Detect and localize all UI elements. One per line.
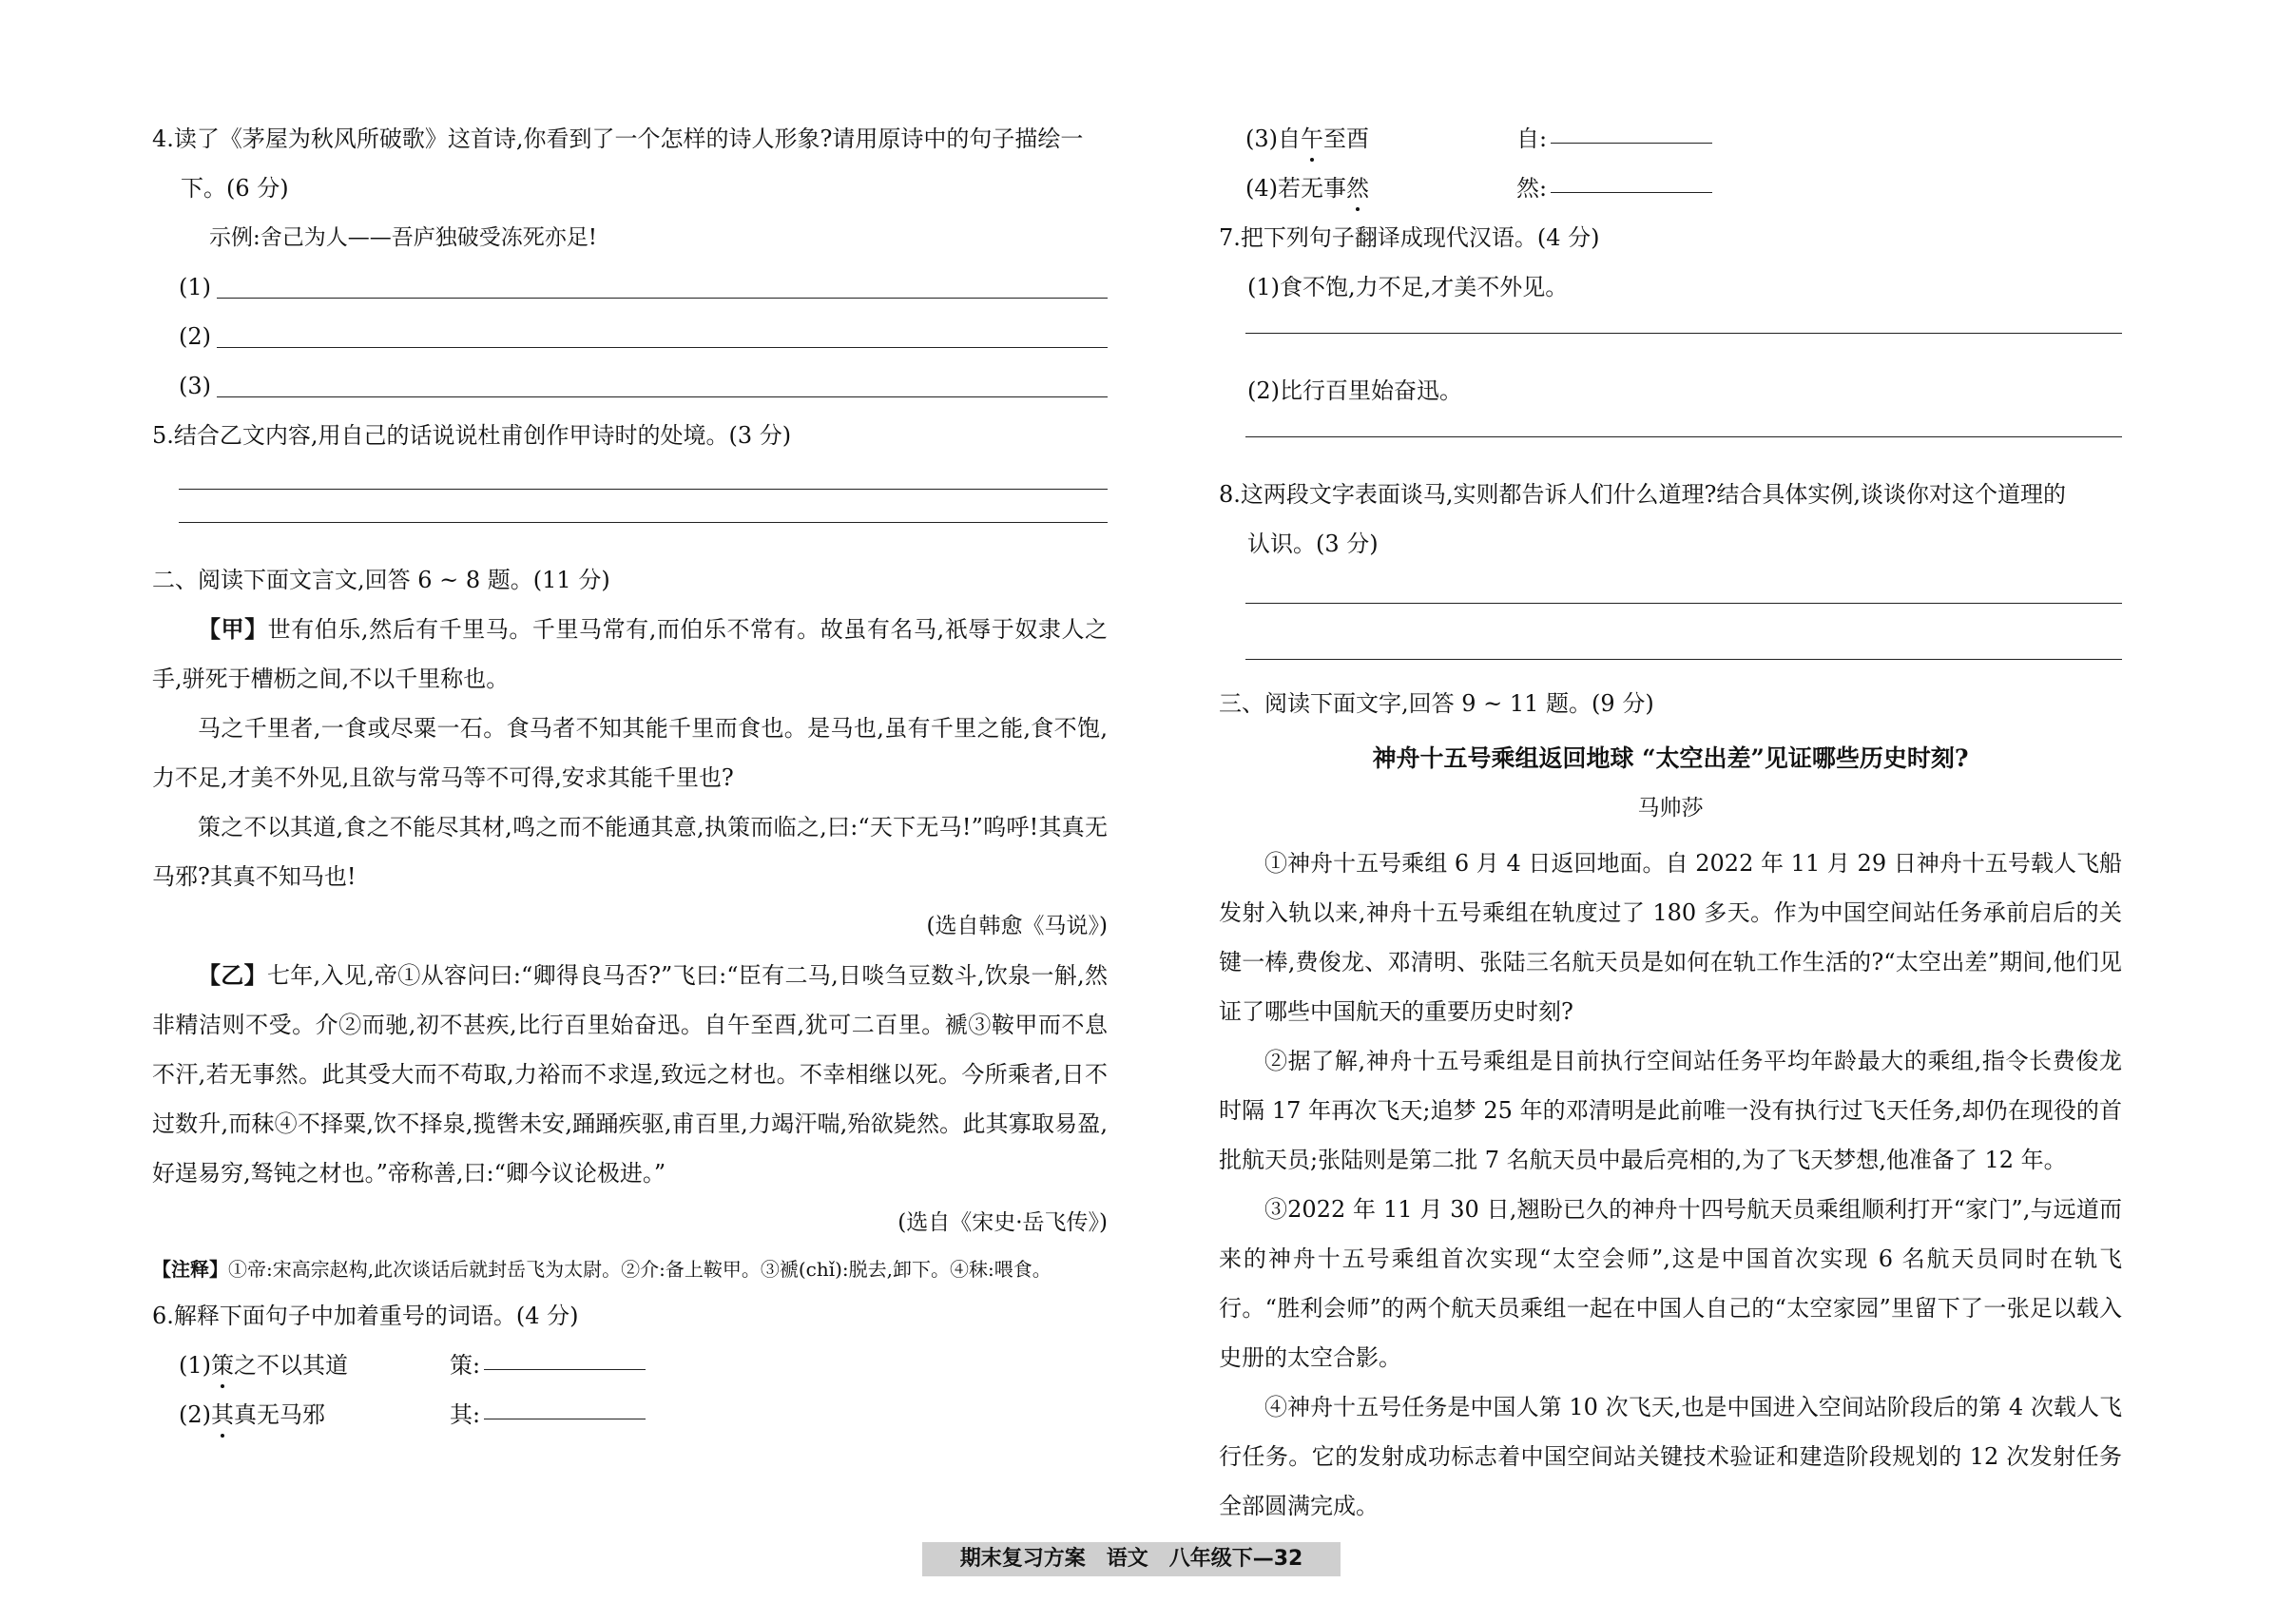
yi-label: 【乙】 — [198, 961, 267, 989]
jia-label: 【甲】 — [198, 615, 268, 643]
section3-heading: 三、阅读下面文字,回答 9 ~ 11 题。(9 分) — [1219, 690, 1654, 717]
answer-number: (3) — [179, 373, 211, 399]
left-column — [152, 114, 1108, 1439]
answer-line[interactable] — [217, 376, 1108, 397]
q4-example: 示例:舍己为人——吾庐独破受冻死亦足! — [209, 225, 597, 250]
q4-answer-3[interactable] — [152, 361, 1108, 411]
page-footer: 期末复习方案 语文 八年级下—32 — [922, 1542, 1341, 1576]
q6-prompt: 6.解释下面句子中加着重号的词语。(4 分) — [152, 1303, 579, 1329]
article-paragraph-4: ④神舟十五号任务是中国人第 10 次飞天,也是中国进入空间站阶段后的第 4 次载人飞行任务。它的发射成功标志着中国空间站关键技术验证和建造阶段规划的 12 次发射任务全部圆满完成。 — [1219, 1394, 2122, 1519]
emphasized-word: 其 — [211, 1390, 234, 1439]
item-number: (3) — [1245, 126, 1278, 152]
answer-line[interactable] — [217, 277, 1108, 299]
item-number: (4) — [1245, 175, 1278, 202]
q7-answer-line-1[interactable] — [1245, 333, 2122, 334]
q6-phrase-2 — [179, 1390, 450, 1439]
q6-word-label-1: 策: — [450, 1352, 481, 1379]
annotation-label: 【注释】 — [152, 1258, 228, 1281]
q8-answer-line-2[interactable] — [1245, 659, 2122, 660]
article-paragraph-1: ①神舟十五号乘组 6 月 4 日返回地面。自 2022 年 11 月 29 日神舟十五号载人飞船发射入轨以来,神舟十五号乘组在轨度过了 180 多天。作为中国空间站任务承前启后的关键一棒,费俊龙、邓清明、张陆三名航天员是如何在轨工作生活的?“太空出差”期间,他们见证了哪些中国航天的重要历史时刻? — [1219, 850, 2122, 1025]
q6-answer-blank-2[interactable] — [484, 1390, 646, 1419]
q7-answer-line-2[interactable] — [1245, 436, 2122, 437]
q6-item-2 — [152, 1390, 1108, 1439]
yi-text: 七年,入见,帝①从容问曰:“卿得良马否?”飞曰:“臣有二马,日啖刍豆数斗,饮泉一斛,然非精洁则不受。介②而驰,初不甚疾,比行百里始奋迅。自午至酉,犹可二百里。褫③鞍甲而不息不汗,若无事然。此其受大而不苟取,力裕而不求逞,致远之材也。不幸相继以死。今所乘者,日不过数升,而秣④不择粟,饮不择泉,揽辔未安,踊踊疾驱,甫百里,力竭汗喘,殆欲毙然。此其寡取易盈,好逞易穷,驽钝之材也。”帝称善,曰:“卿今议论极进。” — [152, 962, 1108, 1187]
phrase-rest: 之不以其道 — [234, 1352, 348, 1379]
phrase-pre: 若无事 — [1278, 175, 1346, 202]
article-paragraph-2: ②据了解,神舟十五号乘组是目前执行空间站任务平均年龄最大的乘组,指令长费俊龙时隔 17 年再次飞天;追梦 25 年的邓清明是此前唯一没有执行过飞天任务,却仍在现役的首批航天员;张陆则是第二批 7 名航天员中最后亮相的,为了飞天梦想,他准备了 12 年。 — [1219, 1048, 2122, 1173]
q5-answer-line-1[interactable] — [179, 489, 1108, 490]
q6-word-label-2: 其: — [450, 1401, 481, 1428]
q4-prompt-line1: 4.读了《茅屋为秋风所破歌》这首诗,你看到了一个怎样的诗人形象?请用原诗中的句子描绘一 — [152, 126, 1084, 152]
article-author: 马帅莎 — [1637, 796, 1704, 821]
q6-word-label-3: 自: — [1516, 126, 1548, 152]
q6-item-4 — [1219, 164, 2122, 213]
item-number: (1) — [179, 1352, 211, 1379]
jia-paragraph-1 — [152, 605, 1108, 704]
q6-answer-blank-3[interactable] — [1551, 114, 1712, 144]
q7-prompt: 7.把下列句子翻译成现代汉语。(4 分) — [1219, 224, 1600, 251]
q6-word-label-4: 然: — [1516, 175, 1548, 202]
phrase-pre: 自 — [1278, 126, 1301, 152]
q4-answer-2[interactable] — [152, 312, 1108, 361]
q7-item-2: (2)比行百里始奋迅。 — [1247, 377, 1462, 404]
q6-phrase-3 — [1245, 114, 1516, 164]
q7-item-1: (1)食不饱,力不足,才美不外见。 — [1247, 274, 1569, 300]
emphasized-word: 午 — [1301, 114, 1323, 164]
emphasized-word: 然 — [1346, 164, 1369, 213]
q4-answer-1[interactable] — [152, 262, 1108, 312]
q8-prompt-line2: 认识。(3 分) — [1247, 531, 1379, 557]
phrase-rest: 至酉 — [1323, 126, 1369, 152]
q8-prompt-line1: 8.这两段文字表面谈马,实则都告诉人们什么道理?结合具体实例,谈谈你对这个道理的 — [1219, 481, 2067, 508]
q6-phrase-4 — [1245, 164, 1516, 213]
q4-prompt-line2: 下。(6 分) — [181, 175, 289, 202]
jia-text-1: 世有伯乐,然后有千里马。千里马常有,而伯乐不常有。故虽有名马,祇辱于奴隶人之手,骈死于槽枥之间,不以千里称也。 — [152, 616, 1109, 692]
annotation-text: ①帝:宋高宗赵构,此次谈话后就封岳飞为太尉。②介:备上鞍甲。③褫(chǐ):脱去,卸下。④秣:喂食。 — [228, 1258, 1052, 1281]
emphasized-word: 策 — [211, 1341, 234, 1390]
jia-paragraph-2: 马之千里者,一食或尽粟一石。食马者不知其能千里而食也。是马也,虽有千里之能,食不饱,力不足,才美不外见,且欲与常马等不可得,安求其能千里也? — [152, 715, 1108, 791]
answer-number: (1) — [179, 274, 211, 300]
q5-answer-line-2[interactable] — [179, 522, 1108, 523]
q8-answer-line-1[interactable] — [1245, 603, 2122, 604]
article-paragraph-3: ③2022 年 11 月 30 日,翘盼已久的神舟十四号航天员乘组顺利打开“家门”,与远道而来的神舟十五号乘组首次实现“太空会师”,这是中国首次实现 6 名航天员同时在轨飞行。“胜利会师”的两个航天员乘组一起在中国人自己的“太空家园”里留下了一张足以载入史册的太空合影。 — [1219, 1196, 2122, 1371]
answer-line[interactable] — [217, 326, 1108, 348]
q6-answer-blank-4[interactable] — [1551, 164, 1712, 193]
phrase-rest: 真无马邪 — [234, 1401, 325, 1428]
q5-prompt: 5.结合乙文内容,用自己的话说说杜甫创作甲诗时的处境。(3 分) — [152, 422, 792, 449]
section2-heading: 二、阅读下面文言文,回答 6 ~ 8 题。(11 分) — [152, 567, 610, 593]
yi-paragraph — [152, 951, 1108, 1198]
q6-item-3 — [1219, 114, 2122, 164]
jia-source: (选自韩愈《马说》) — [926, 914, 1108, 938]
q6-item-1 — [152, 1341, 1108, 1390]
answer-number: (2) — [179, 323, 211, 350]
article-title: 神舟十五号乘组返回地球 “太空出差”见证哪些历史时刻? — [1372, 744, 1969, 772]
q6-answer-blank-1[interactable] — [484, 1341, 646, 1370]
right-column — [1219, 114, 2122, 1531]
q6-phrase-1 — [179, 1341, 450, 1390]
yi-source: (选自《宋史·岳飞传》) — [897, 1210, 1108, 1235]
jia-paragraph-3: 策之不以其道,食之不能尽其材,鸣之而不能通其意,执策而临之,曰:“天下无马!”呜呼!其真无马邪?其真不知马也! — [152, 814, 1108, 890]
item-number: (2) — [179, 1401, 211, 1428]
annotation — [152, 1247, 1108, 1291]
